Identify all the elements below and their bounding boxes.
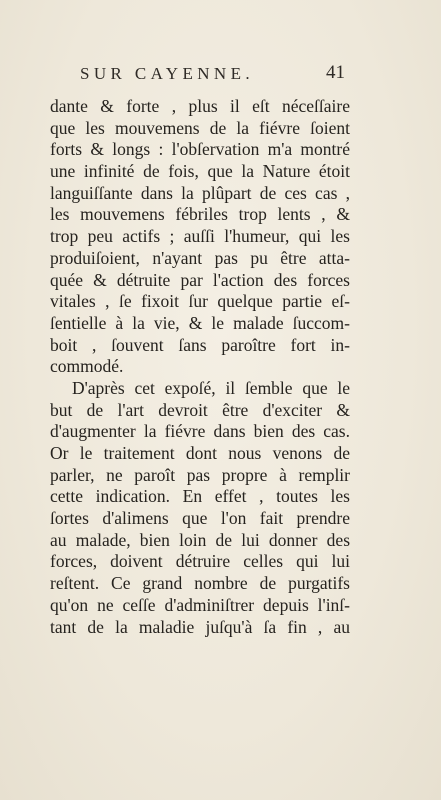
body-text [50,96,350,638]
text-line: vitales , ſe fixoit ſur quelque partie eſ- [50,291,350,312]
text-line: D'après cet expoſé, il ſemble que le [72,377,350,398]
text-line: une infinité de fois, que la Nature étoit [50,161,350,182]
text-line: au malade, bien loin de lui donner des [50,529,350,550]
text-line: forces, doivent détruire celles qui lui [50,551,350,572]
running-head-title: SUR CAYENNE. [80,64,255,83]
text-line: les mouvemens fébriles trop lents , & [50,204,350,225]
text-line: Or le traitement dont nous venons de [50,443,350,463]
text-line: produiſoient, n'ayant pas pu être atta- [50,247,350,268]
text-line: que les mouvemens de la fiévre ſoient [50,117,350,138]
paragraph-1 [50,96,350,378]
paragraph-2 [50,378,350,638]
text-line: ſentielle à la vie, & le malade ſuccom- [50,312,350,333]
text-line: trop peu actifs ; auſſi l'humeur, qui les [50,226,350,247]
text-line: languiſſante dans la plûpart de ces cas , [50,182,350,203]
text-line: tant de la maladie juſqu'à ſa fin , au [50,616,350,637]
text-line: dante & forte , plus il eſt néceſſaire [50,96,350,116]
text-line: reſtent. Ce grand nombre de purgatifs [50,573,350,594]
text-line: quée & détruite par l'action des forces [50,269,350,290]
text-line: forts & longs : l'obſervation m'a montré [50,139,350,160]
text-line: boit , ſouvent ſans paroître fort in- [50,334,350,355]
text-line: but de l'art devroit être d'exciter & [50,399,350,420]
text-line: commodé. [50,356,124,377]
text-line: cette indication. En effet , toutes les [50,486,350,507]
text-line: qu'on ne ceſſe d'adminiſtrer depuis l'inſ- [50,594,350,615]
text-line: d'augmenter la fiévre dans bien des cas. [50,421,350,442]
text-line: parler, ne paroît pas propre à remplir [50,464,350,485]
text-line: ſortes d'alimens que l'on fait prendre [50,508,350,529]
page-number: 41 [326,62,345,83]
